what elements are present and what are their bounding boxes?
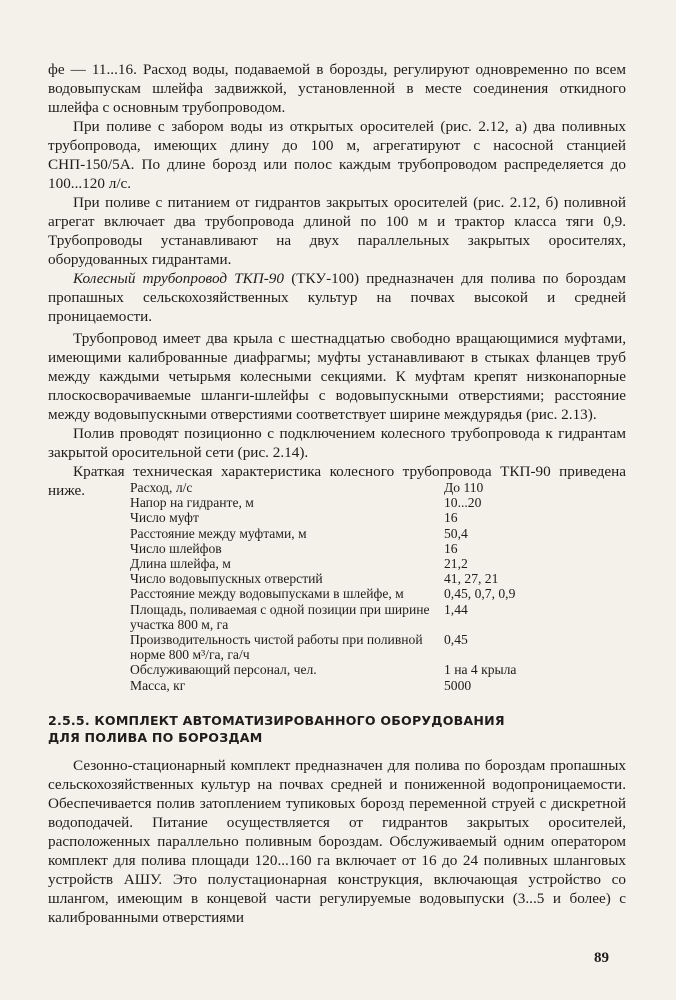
spec-value: 5000 bbox=[444, 677, 472, 693]
spec-row bbox=[130, 678, 600, 693]
paragraph-continuation: фе — 11...16. Расход воды, подаваемой в борозды, регулируют одновременно по всем водовыпускам шлейфа задвижкой, установленной в месте соединения откидного шлейфа с основным трубопроводом. bbox=[48, 61, 626, 116]
spec-label: Масса, кг bbox=[130, 677, 186, 693]
spec-value: 16 bbox=[444, 510, 458, 526]
spec-value: 16 bbox=[444, 540, 458, 556]
spec-label: Площадь, поливаемая с одной позиции при ширине участка 800 м, га bbox=[130, 601, 430, 632]
paragraph-positional-watering: Полив проводят позиционно с подключением колесного трубопровода к гидрантам закрытой оросительной сети (рис. 2.14). bbox=[48, 425, 626, 461]
spec-label: Напор на гидранте, м bbox=[130, 495, 254, 511]
paragraph-tkp-intro bbox=[48, 269, 626, 326]
spec-row bbox=[130, 632, 600, 662]
spec-value: 0,45 bbox=[444, 632, 468, 648]
spec-value: 1 на 4 крыла bbox=[444, 662, 517, 678]
spec-row bbox=[130, 586, 600, 601]
section-heading-line1: 2.5.5. КОМПЛЕКТ АВТОМАТИЗИРОВАННОГО ОБОРУДОВАНИЯ bbox=[48, 713, 505, 728]
spec-value: 10...20 bbox=[444, 495, 482, 511]
spec-value: 41, 27, 21 bbox=[444, 571, 499, 587]
spec-row bbox=[130, 541, 600, 556]
top-text-block bbox=[48, 60, 626, 500]
spec-value: 50,4 bbox=[444, 525, 468, 541]
section-text-block bbox=[48, 756, 626, 927]
tkp-term: Колесный трубопровод ТКП-90 bbox=[73, 270, 284, 287]
spec-row bbox=[130, 495, 600, 510]
spec-row bbox=[130, 662, 600, 677]
spec-label: Расход, л/с bbox=[130, 480, 193, 495]
spec-label: Расстояние между водовыпусками в шлейфе, м bbox=[130, 586, 404, 602]
section-heading bbox=[48, 712, 628, 746]
spec-label: Число муфт bbox=[130, 510, 199, 526]
spec-table bbox=[130, 480, 600, 693]
paragraph-open-canals: При поливе с забором воды из открытых оросителей (рис. 2.12, а) два поливных трубопровода, имеющих длину до 100 м, агрегатируют с насосной станцией СНП-150/5А. По длине борозд или полос каждым трубопроводом распределяется до 100...120 л/с. bbox=[48, 118, 626, 192]
spec-label: Число водовыпускных отверстий bbox=[130, 571, 323, 587]
spec-label: Производительность чистой работы при поливной норме 800 м³/га, га/ч bbox=[130, 632, 423, 663]
spec-value: До 110 bbox=[444, 480, 484, 495]
paragraph-specs-intro: Краткая техническая характеристика колесного трубопровода ТКП-90 приведена ниже. bbox=[48, 463, 626, 499]
spec-row bbox=[130, 510, 600, 525]
spec-label: Число шлейфов bbox=[130, 540, 222, 556]
spec-label: Расстояние между муфтами, м bbox=[130, 525, 307, 541]
spec-value: 0,45, 0,7, 0,9 bbox=[444, 586, 516, 602]
spec-row bbox=[130, 526, 600, 541]
spec-label: Длина шлейфа, м bbox=[130, 556, 231, 572]
section-paragraph: Сезонно-стационарный комплект предназначен для полива по бороздам пропашных сельскохозяйственных культур на почвах средней и пониженной водопроницаемости. Обеспечивается полив затоплением тупиковых борозд переменной струей с дискретной водоподачей. Питание осуществляется от гидрантов закрытых оросителей, расположенных параллельно поливным бороздам. Обслуживаемый одним оператором комплект для полива площади 120...160 га включает от 16 до 24 поливных шланговых устройств АШУ. Это полустационарная конструкция, включающая устройство со шлангом, имеющим в концевой части регулируемые водовыпуски (3...5 и более) с калиброванными отверстиями bbox=[48, 757, 626, 926]
spec-row bbox=[130, 556, 600, 571]
spec-row bbox=[130, 480, 600, 495]
paragraph-pipeline-design: Трубопровод имеет два крыла с шестнадцатью свободно вращающимися муфтами, имеющими калиброванные диафрагмы; муфты устанавливают в стыках фланцев труб между каждыми четырьмя колесными секциями. К муфтам крепят низконапорные плоскосворачиваемые шланги-шлейфы с водовыпускными отверстиями; расстояние между водовыпускными отверстиями соответствует ширине междурядья (рис. 2.13). bbox=[48, 330, 626, 423]
page-number: 89 bbox=[594, 950, 609, 966]
spec-value: 1,44 bbox=[444, 601, 468, 617]
section-heading-line2: ДЛЯ ПОЛИВА ПО БОРОЗДАМ bbox=[48, 730, 263, 745]
spec-value: 21,2 bbox=[444, 556, 468, 572]
spec-row bbox=[130, 602, 600, 632]
tkp-intro-text: (ТКУ-100) предназначен для полива по бороздам пропашных сельскохозяйственных культур на почвах высокой и средней проницаемости. bbox=[48, 270, 626, 325]
spec-label: Обслуживающий персонал, чел. bbox=[130, 662, 317, 678]
paragraph-hydrants: При поливе с питанием от гидрантов закрытых оросителей (рис. 2.12, б) поливной агрегат включает два трубопровода длиной по 100 м и трактор класса тяги 0,9. Трубопроводы устанавливают на двух параллельных закрытых оросителях, оборудованных гидрантами. bbox=[48, 194, 626, 268]
spec-row bbox=[130, 571, 600, 586]
